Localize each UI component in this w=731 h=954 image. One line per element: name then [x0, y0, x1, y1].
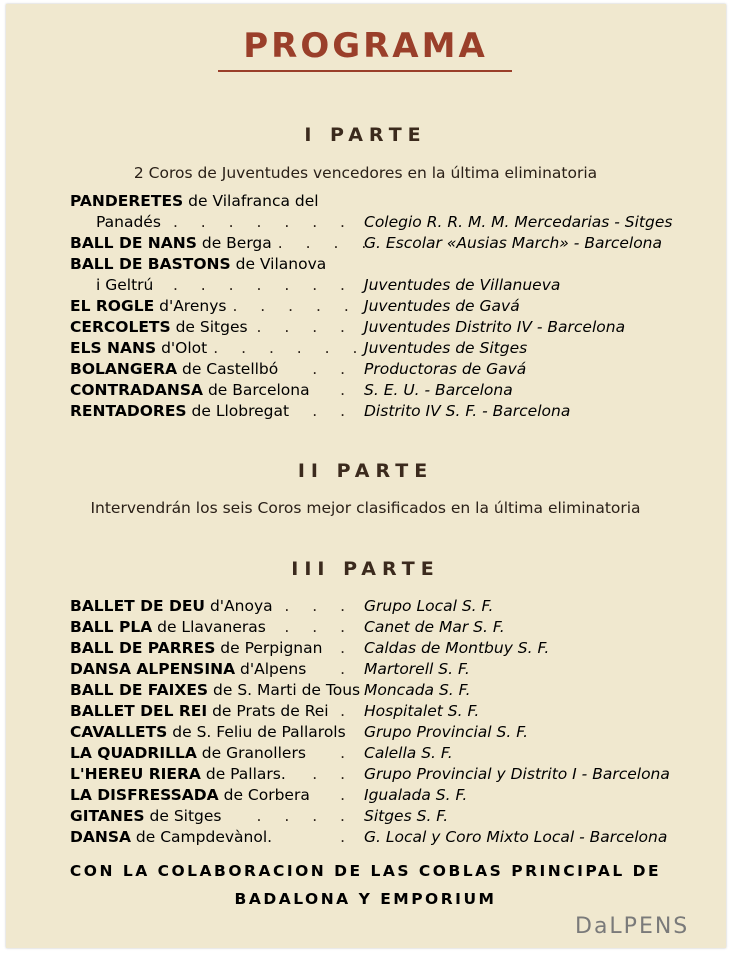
dance-title — [96, 276, 153, 294]
leader-dots: . . . . . . — [213, 339, 367, 357]
performer: Distrito IV S. F. - Barcelona — [364, 402, 571, 420]
program-item — [70, 213, 673, 234]
performer: Grupo Provincial S. F. — [364, 723, 529, 741]
program-item — [70, 828, 668, 849]
title-underline — [218, 70, 512, 72]
performer: Juventudes de Sitges — [364, 339, 528, 357]
dance-name: CERCOLETS — [70, 318, 171, 336]
dance-title — [70, 639, 322, 657]
dance-title — [70, 234, 272, 252]
part-2-heading: II PARTE — [297, 460, 434, 482]
dance-title — [70, 660, 306, 678]
leader-dots: . . — [312, 765, 354, 783]
performer: G. Local y Coro Mixto Local - Barcelona — [364, 828, 668, 846]
performer: Grupo Provincial y Distrito I - Barcelona — [364, 765, 670, 783]
program-item — [70, 807, 660, 828]
dance-title — [70, 318, 248, 336]
dance-title — [70, 723, 346, 741]
leader-dots: . . . . — [277, 234, 376, 252]
dance-name: RENTADORES — [70, 402, 187, 420]
program-item — [70, 618, 660, 639]
dance-name: DANSA ALPENSINA — [70, 660, 236, 678]
leader-dots: . . . . — [256, 807, 354, 825]
leader-dots: . — [340, 786, 354, 804]
dance-place: de Castellbó — [177, 360, 279, 378]
dance-place: de Sitges — [170, 318, 248, 336]
dance-place: de Sitges — [144, 807, 222, 825]
footer-line-1: CON LA COLABORACION DE LAS COBLAS PRINCIPAL DE — [69, 862, 662, 880]
part-1-intro: 2 Coros de Juventudes vencedores en la última eliminatoria — [133, 164, 598, 182]
leader-dots: . — [340, 639, 354, 657]
performer: Juventudes de Villanueva — [364, 276, 561, 294]
program-item — [70, 192, 660, 213]
performer: G. Escolar «Ausias March» - Barcelona — [364, 234, 662, 252]
dance-name: PANDERETES — [70, 192, 184, 210]
dance-title — [70, 702, 329, 720]
leader-dots: . . — [312, 360, 354, 378]
dance-name: BALLET DEL REI — [70, 702, 208, 720]
dance-name: BOLANGERA — [70, 360, 178, 378]
part-2-intro: Intervendrán los seis Coros mejor clasificados en la última eliminatoria — [90, 499, 641, 517]
program-item — [70, 765, 670, 786]
dance-place: Panadés — [96, 213, 161, 231]
program-item — [70, 681, 660, 702]
performer: Colegio R. R. M. M. Mercedarias - Sitges — [364, 213, 673, 231]
program-item — [70, 702, 660, 723]
dance-title — [96, 213, 161, 231]
dance-name: BALL DE BASTONS — [70, 255, 231, 273]
dance-title — [70, 618, 266, 636]
dance-place: de Berga — [196, 234, 272, 252]
program-item — [70, 318, 660, 339]
performer: S. E. U. - Barcelona — [364, 381, 513, 399]
performer: Sitges S. F. — [364, 807, 449, 825]
dance-place: de S. Feliu de Pallarols — [167, 723, 346, 741]
dance-place: de Llobregat — [186, 402, 290, 420]
performer: Igualada S. F. — [364, 786, 468, 804]
dance-place: de Corbera — [218, 786, 310, 804]
dance-name: EL ROGLE — [70, 297, 155, 315]
dance-place: i Geltrú — [96, 276, 154, 294]
performer: Productoras de Gavá — [364, 360, 527, 378]
leader-dots: . . . . . . . — [172, 276, 354, 294]
dance-place: de Prats de Rei — [207, 702, 329, 720]
leader-dots: . . . — [284, 618, 354, 636]
leader-dots: . . . . . — [232, 297, 358, 315]
dance-title — [70, 744, 306, 762]
performer: Hospitalet S. F. — [364, 702, 480, 720]
dance-place: de Barcelona — [203, 381, 310, 399]
page-title: PROGRAMA — [243, 26, 488, 66]
program-item — [70, 297, 660, 318]
program-item — [70, 660, 660, 681]
dance-place: de S. Marti de Tous — [208, 681, 361, 699]
program-item — [70, 381, 660, 402]
leader-dots: . . — [312, 402, 354, 420]
leader-dots: . — [340, 702, 354, 720]
performer: Caldas de Montbuy S. F. — [364, 639, 550, 657]
program-item — [70, 639, 660, 660]
dance-title — [70, 807, 222, 825]
leader-dots: . — [340, 828, 354, 846]
dance-title — [70, 597, 273, 615]
dance-name: ELS NANS — [70, 339, 157, 357]
dance-title — [70, 192, 319, 210]
dance-place: de Campdevànol. — [131, 828, 273, 846]
dance-name: L'HEREU RIERA — [70, 765, 201, 783]
leader-dots: . — [340, 381, 354, 399]
dance-place: d'Alpens — [235, 660, 307, 678]
dance-title — [70, 681, 360, 699]
dance-title — [70, 828, 272, 846]
leader-dots: . — [340, 660, 354, 678]
program-item — [70, 360, 660, 381]
dance-name: BALL DE NANS — [70, 234, 197, 252]
part-1-heading: I PARTE — [304, 124, 427, 146]
dance-place: de Perpignan — [215, 639, 323, 657]
program-item — [70, 234, 660, 255]
dance-name: BALLET DE DEU — [70, 597, 206, 615]
program-item — [70, 723, 660, 744]
program-item — [70, 402, 660, 423]
dance-title — [70, 339, 207, 357]
leader-dots: . — [340, 744, 354, 762]
dance-name: GITANES — [70, 807, 145, 825]
footer-line-2: BADALONA Y EMPORIUM — [234, 890, 497, 908]
dance-title — [70, 255, 326, 273]
dance-place: d'Anoya — [205, 597, 273, 615]
leader-dots: . . . . — [256, 318, 354, 336]
part-3-heading: III PARTE — [291, 558, 440, 580]
performer: Juventudes Distrito IV - Barcelona — [364, 318, 626, 336]
dance-title — [70, 765, 286, 783]
program-item — [70, 744, 660, 765]
program-item — [70, 786, 660, 807]
program-item — [70, 255, 660, 276]
dance-place: de Pallars. — [200, 765, 286, 783]
dance-name: LA DISFRESSADA — [70, 786, 219, 804]
dance-place: de Vilafranca del — [183, 192, 319, 210]
performer: Juventudes de Gavá — [364, 297, 520, 315]
dance-name: BALL PLA — [70, 618, 153, 636]
performer: Canet de Mar S. F. — [364, 618, 505, 636]
dance-title — [70, 786, 310, 804]
performer: Grupo Local S. F. — [364, 597, 494, 615]
dance-title — [70, 360, 278, 378]
leader-dots: . . . — [284, 597, 354, 615]
dance-place: d'Arenys — [154, 297, 227, 315]
dance-name: LA QUADRILLA — [70, 744, 197, 762]
dance-title — [70, 381, 310, 399]
leader-dots: . . . . . . . — [172, 213, 354, 231]
dance-place: de Granollers — [196, 744, 306, 762]
performer: Moncada S. F. — [364, 681, 471, 699]
dance-title — [70, 297, 226, 315]
dance-place: d'Olot — [156, 339, 208, 357]
performer: Calella S. F. — [364, 744, 453, 762]
performer: Martorell S. F. — [364, 660, 470, 678]
dance-title — [70, 402, 289, 420]
dance-name: CAVALLETS — [70, 723, 168, 741]
watermark-logo: DaLPENS — [575, 914, 690, 939]
dance-name: BALL DE FAIXES — [70, 681, 209, 699]
dance-name: BALL DE PARRES — [70, 639, 216, 657]
dance-place: de Vilanova — [230, 255, 327, 273]
program-item — [70, 276, 660, 297]
dance-place: de Llavaneras — [152, 618, 266, 636]
program-item — [70, 339, 660, 360]
dance-name: DANSA — [70, 828, 131, 846]
dance-name: CONTRADANSA — [70, 381, 204, 399]
program-item — [70, 597, 660, 618]
